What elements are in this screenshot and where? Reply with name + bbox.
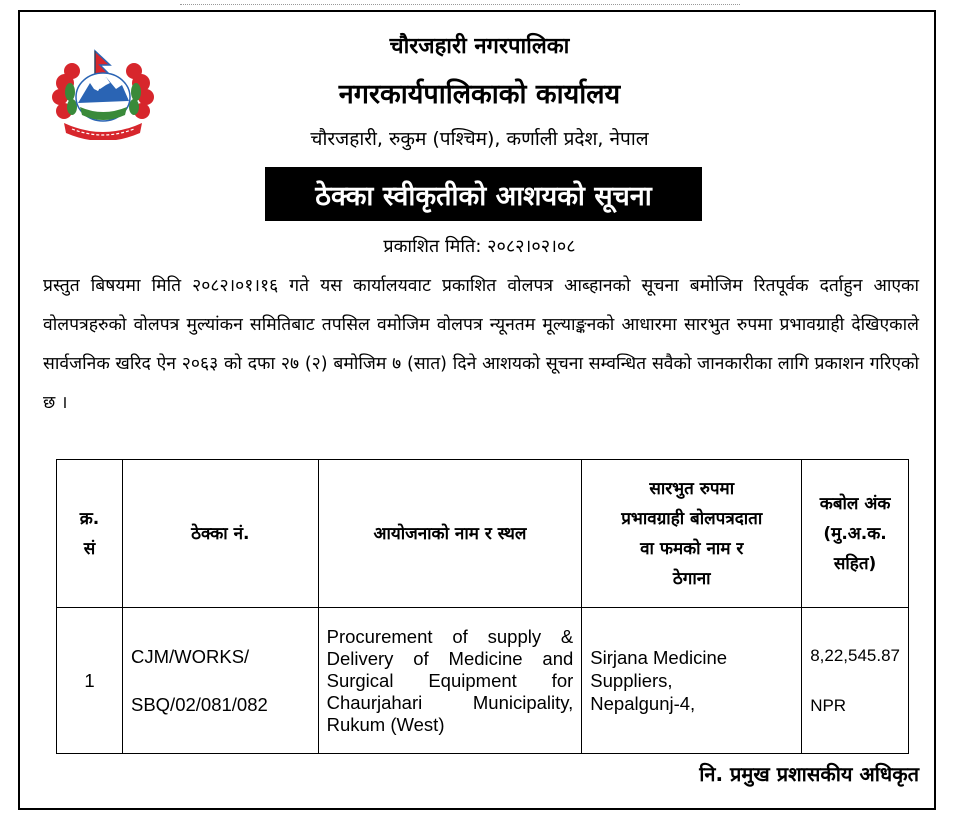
- table-header-row: [57, 460, 909, 608]
- header-bid-amount: कबोल अंक (मु.अ.क. सहित): [802, 460, 909, 608]
- cell-project: Procurement of supply & Delivery of Medicine and Surgical Equipment for Chaurjahari Municipality, Rukum (West): [318, 608, 582, 754]
- cell-bid-amount: 8,22,545.87 NPR: [802, 608, 909, 754]
- cell-contract-number: CJM/WORKS/ SBQ/02/081/082: [122, 608, 318, 754]
- published-date: प्रकाशित मिति: २०८२।०२।०८: [383, 236, 576, 257]
- cell-bidder: Sirjana Medicine Suppliers, Nepalgunj-4,: [582, 608, 802, 754]
- scan-top-edge: [180, 0, 740, 5]
- header-contract-number: ठेक्का नं.: [122, 460, 318, 608]
- office-address: चौरजहारी, रुकुम (पश्चिम), कर्णाली प्रदेश, नेपाल: [310, 128, 649, 150]
- notice-title: [265, 167, 702, 221]
- header-bidder: सारभुत रुपमा प्रभावग्राही बोलपत्रदाता वा फमको नाम र ठेगाना: [582, 460, 802, 608]
- tender-table: [56, 459, 909, 754]
- office-name: नगरकार्यपालिकाको कार्यालय: [338, 79, 621, 110]
- signatory-title: नि. प्रमुख प्रशासकीय अधिकृत: [699, 762, 919, 786]
- header-serial-number: क्र. सं: [57, 460, 123, 608]
- municipality-name: चौरजहारी नगरपालिका: [389, 34, 570, 59]
- notice-body: प्रस्तुत बिषयमा मिति २०८२।०१।१६ गते यस कार्यालयवाट प्रकाशित वोलपत्र आब्हानको सूचना बमोजिम रितपूर्वक दर्ताहुन आएका वोलपत्रहरुको वोलपत्र मुल्यांकन समितिबाट तपसिल वमोजिम वोलपत्र न्यूनतम मूल्याङ्कनको आधारमा सारभुत रुपमा प्रभावग्राही देखिएकाले सार्वजनिक खरिद ऐन २०६३ को दफा २७ (२) बमोजिम ७ (सात) दिने आशयको सूचना सम्वन्धित सवैको जानकारीका लागि प्रकाशन गरिएको छ ।: [43, 276, 919, 413]
- cell-serial-number: 1: [57, 608, 123, 754]
- header-project: आयोजनाको नाम र स्थल: [318, 460, 582, 608]
- notice-title-text: ठेक्का स्वीकृतीको आशयको सूचना: [315, 180, 652, 212]
- table-row: [57, 608, 909, 754]
